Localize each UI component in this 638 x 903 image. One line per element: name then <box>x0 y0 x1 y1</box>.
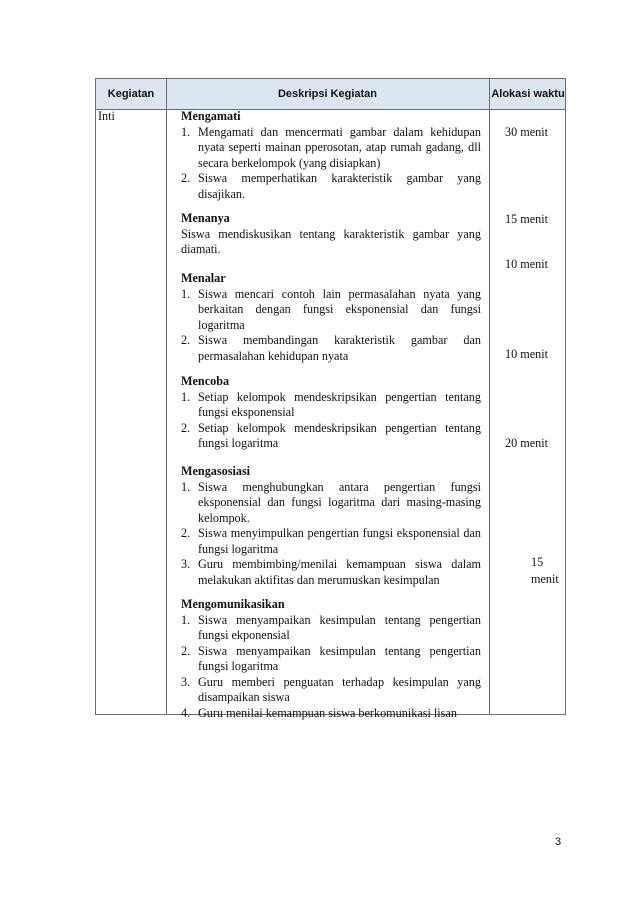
list-item: 2. Siswa membandingan karakteristik gambar dan permasalahan kehidupan nyata <box>181 333 481 363</box>
time-allocation: 10 menit <box>505 257 548 271</box>
section-title: Mencoba <box>181 374 230 388</box>
list-item: 3. Guru memberi penguatan terhadap kesimpulan yang disampaikan siswa <box>181 674 481 704</box>
section-menalar <box>181 271 481 364</box>
page-number: 3 <box>555 836 562 848</box>
section-title: Menalar <box>181 271 226 285</box>
time-allocation: 15 <box>531 555 544 569</box>
section-mengomunikasikan <box>181 597 481 721</box>
section-text: Siswa mendiskusikan tentang karakteristik gambar yang diamati. <box>181 226 481 256</box>
time-allocation: 20 menit <box>505 436 548 450</box>
list-item: 1. Siswa menghubungkan antara pengertian fungsi eksponensial dan fungsi logaritma dari masing-masing kelompok. <box>181 479 481 525</box>
section-title: Mengasosiasi <box>181 464 251 478</box>
header-kegiatan: Kegiatan <box>107 88 155 100</box>
section-mencoba <box>181 374 481 452</box>
list-item: 4. Guru menilai kemampuan siswa berkomunikasi lisan <box>181 705 457 720</box>
column-divider <box>489 79 490 714</box>
column-divider <box>166 79 167 714</box>
header-alokasi: Alokasi waktu <box>491 88 565 100</box>
section-mengasosiasi <box>181 464 481 588</box>
time-allocation: 15 menit <box>505 212 548 226</box>
list-item: 2. Siswa menyampaikan kesimpulan tentang pengertian fungsi logaritma <box>181 643 481 673</box>
list-item: 2. Setiap kelompok mendeskripsikan pengertian tentang fungsi logaritma <box>181 420 481 450</box>
list-item: 1. Mengamati dan mencermati gambar dalam kehidupan nyata seperti mainan pperosotan, atap rumah gadang, dll secara berkelompok (yang disiapkan) <box>181 124 481 170</box>
list-item: 2. Siswa memperhatikan karakteristik gambar yang disajikan. <box>181 171 481 201</box>
list-item: 2. Siswa menyimpulkan pengertian fungsi eksponensial dan fungsi logaritma <box>181 526 481 556</box>
time-allocation: 30 menit <box>505 125 548 139</box>
row-label-inti: Inti <box>98 109 115 123</box>
section-title: Menanya <box>181 211 230 225</box>
list-item: 1. Siswa menyampaikan kesimpulan tentang pengertian fungsi ekponensial <box>181 612 481 642</box>
list-item: 3. Guru membimbing/menilai kemampuan siswa dalam melakukan aktifitas dan merumuskan kesimpulan <box>181 557 481 587</box>
time-allocation: 10 menit <box>505 347 548 361</box>
section-title: Mengomunikasikan <box>181 597 285 611</box>
list-item: 1. Siswa mencari contoh lain permasalahan nyata yang berkaitan dengan fungsi eksponensial dan fungsi logaritma <box>181 286 481 332</box>
section-menanya <box>181 211 481 258</box>
header-deskripsi: Deskripsi Kegiatan <box>277 88 378 100</box>
section-title: Mengamati <box>181 109 241 123</box>
list-item: 1. Setiap kelompok mendeskripsikan pengertian tentang fungsi eksponensial <box>181 389 481 419</box>
time-allocation-unit: menit <box>531 572 559 586</box>
section-mengamati <box>181 109 481 202</box>
